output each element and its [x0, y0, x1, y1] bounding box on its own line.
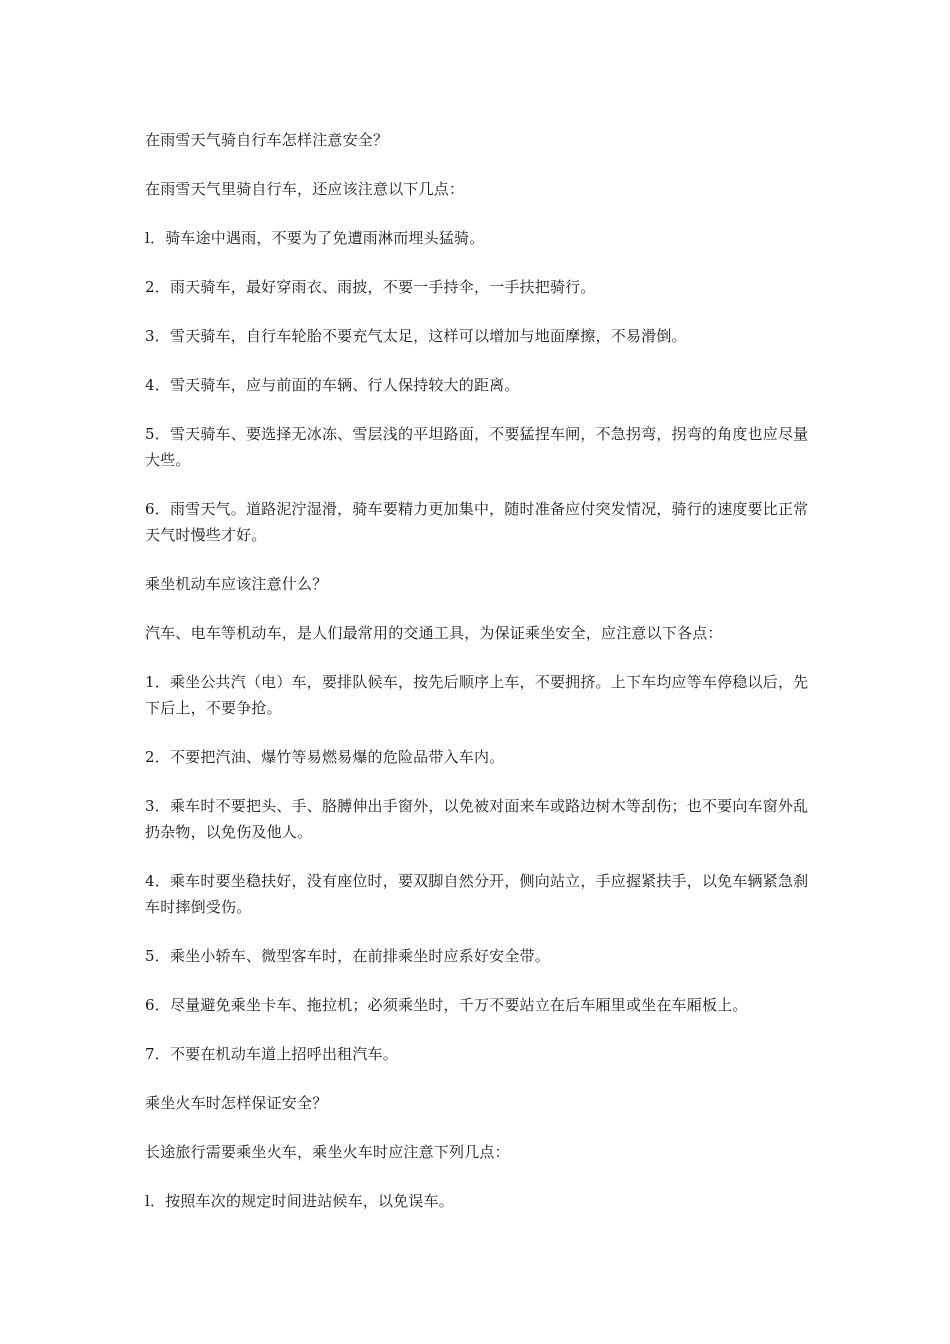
paragraph-train-intro: 长途旅行需要乘坐火车，乘坐火车时应注意下列几点： [145, 1143, 510, 1161]
list-item: l．骑车途中遇雨，不要为了免遭雨淋而埋头猛骑。 [145, 229, 485, 247]
list-item: 7．不要在机动车道上招呼出租汽车。 [145, 1045, 398, 1063]
list-item: l．按照车次的规定时间进站候车，以免误车。 [145, 1192, 454, 1210]
list-item: 5．雪天骑车、要选择无冰冻、雪层浅的平坦路面，不要猛捏车闸，不急拐弯，拐弯的角度也应尽量大些。 [145, 425, 809, 469]
document-body [145, 127, 810, 1237]
list-item: 6．雨雪天气。道路泥泞湿滑，骑车要精力更加集中，随时准备应付突发情况，骑行的速度要比正常天气时慢些才好。 [145, 500, 809, 544]
list-item: 6．尽量避免乘坐卡车、拖拉机；必须乘坐时，千万不要站立在后车厢里或坐在车厢板上。 [145, 996, 748, 1014]
list-item: 5．乘坐小轿车、微型客车时，在前排乘坐时应系好安全带。 [145, 947, 550, 965]
list-item: 3．乘车时不要把头、手、胳膊伸出手窗外，以免被对面来车或路边树木等刮伤；也不要向车窗外乱扔杂物，以免伤及他人。 [145, 797, 809, 841]
heading-motor-vehicle: 乘坐机动车应该注意什么？ [145, 575, 328, 593]
list-item: 3．雪天骑车，自行车轮胎不要充气太足，这样可以增加与地面摩擦，不易滑倒。 [145, 327, 687, 345]
paragraph-motor-intro: 汽车、电车等机动车，是人们最常用的交通工具，为保证乘坐安全，应注意以下各点： [145, 624, 723, 642]
list-item: 4．乘车时要坐稳扶好，没有座位时，要双脚自然分开，侧向站立，手应握紧扶手，以免车辆紧急刹车时摔倒受伤。 [145, 872, 809, 916]
list-item: 4．雪天骑车，应与前面的车辆、行人保持较大的距离。 [145, 376, 520, 394]
heading-bicycle-safety: 在雨雪天气骑自行车怎样注意安全？ [145, 131, 389, 149]
heading-train-safety: 乘坐火车时怎样保证安全？ [145, 1094, 328, 1112]
list-item: 1．乘坐公共汽（电）车，要排队候车，按先后顺序上车，不要拥挤。上下车均应等车停稳以后，先下后上，不要争抢。 [145, 673, 809, 717]
list-item: 2．不要把汽油、爆竹等易燃易爆的危险品带入车内。 [145, 748, 505, 766]
list-item: 2．雨天骑车，最好穿雨衣、雨披，不要一手持伞，一手扶把骑行。 [145, 278, 596, 296]
paragraph-bicycle-intro: 在雨雪天气里骑自行车，还应该注意以下几点： [145, 180, 465, 198]
